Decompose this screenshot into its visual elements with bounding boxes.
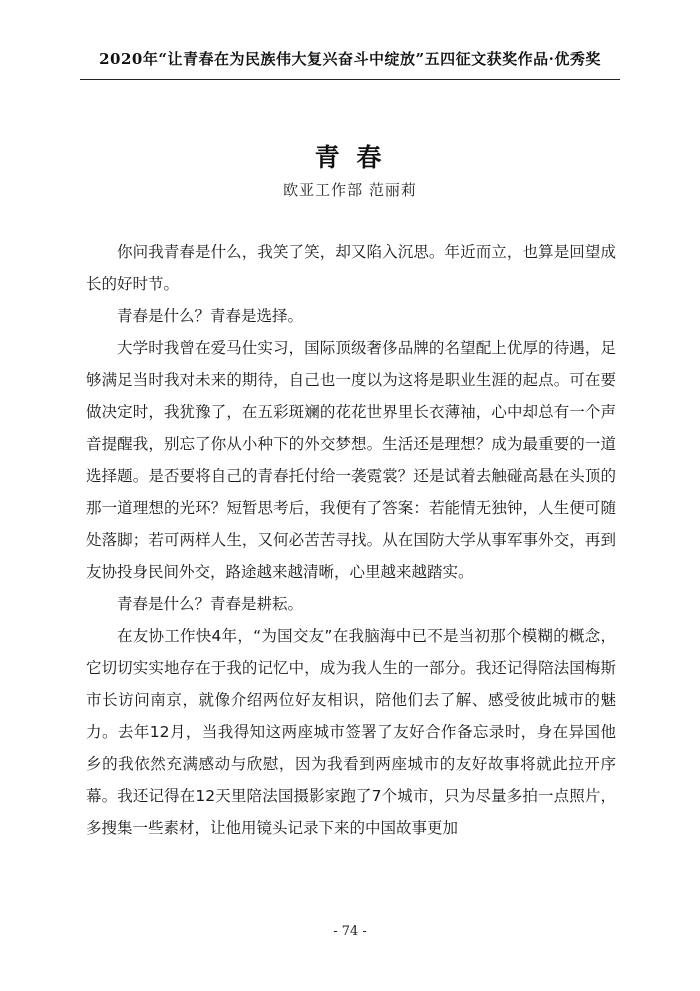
article-title: 青 春 <box>314 143 386 172</box>
running-header: 2020年“让青春在为民族伟大复兴奋斗中绽放”五四征文获奖作品·优秀奖 <box>99 50 601 68</box>
paragraph: 青春是什么？青春是选择。 <box>117 307 304 325</box>
article-body <box>86 236 616 844</box>
paragraph: 你问我青春是什么，我笑了笑，却又陷入沉思。年近而立，也算是回望成长的好时节。 <box>86 243 616 293</box>
page-number: - 74 - <box>333 924 367 939</box>
paragraph: 大学时我曾在爱马仕实习，国际顶级奢侈品牌的名望配上优厚的待遇，足够满足当时我对未来的期待，自己也一度以为这将是职业生涯的起点。可在要做决定时，我犹豫了，在五彩斑斓的花花世界里长衣薄袖，心中却总有一个声音提醒我，别忘了你从小种下的外交梦想。生活还是理想？成为最重要的一道选择题。是否要将自己的青春托付给一袭霓裳？还是试着去触碰高悬在头顶的那一道理想的光环？短暂思考后，我便有了答案：若能情无独钟，人生便可随处落脚；若可两样人生，又何必苦苦寻找。从在国防大学从事军事外交，再到友协投身民间外交，路途越来越清晰，心里越来越踏实。 <box>86 339 616 581</box>
paragraph: 青春是什么？青春是耕耘。 <box>117 595 304 613</box>
paragraph: 在友协工作快4年，“为国交友”在我脑海中已不是当初那个模糊的概念，它切切实实地存在于我的记忆中，成为我人生的一部分。我还记得陪法国梅斯市长访问南京，就像介绍两位好友相识，陪他们去了解、感受彼此城市的魅力。去年12月，当我得知这两座城市签署了友好合作备忘录时，身在异国他乡的我依然充满感动与欣慰，因为我看到两座城市的友好故事将就此拉开序幕。我还记得在12天里陪法国摄影家跑了7个城市，只为尽量多拍一点照片，多搜集一些素材，让他用镜头记录下来的中国故事更加 <box>86 627 616 837</box>
article-author: 欧亚工作部 范丽莉 <box>283 181 417 199</box>
header-rule <box>80 79 620 80</box>
